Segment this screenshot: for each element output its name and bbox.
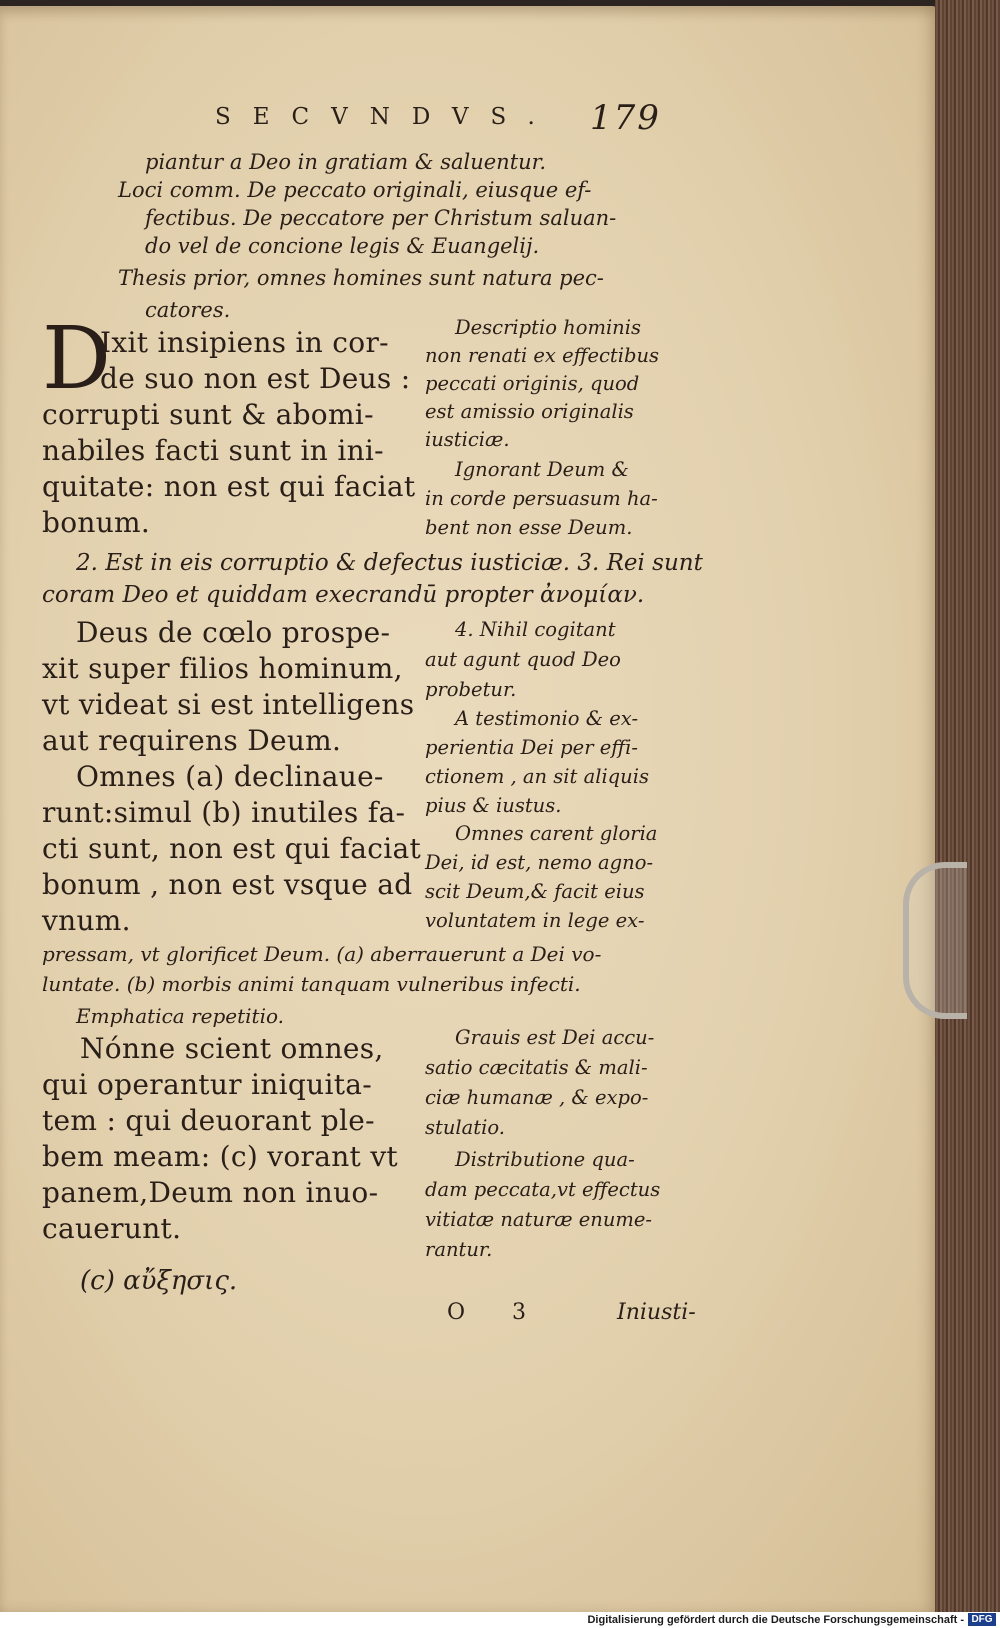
margin-note: est amissio originalis — [425, 400, 634, 423]
margin-note: Distributione qua- — [455, 1148, 635, 1171]
margin-note: A testimonio & ex- — [455, 707, 639, 730]
verse-line: bonum , non est vsque ad — [42, 868, 413, 901]
verse-line: aut requirens Deum. — [42, 724, 342, 757]
verse-line: nabiles facti sunt in ini- — [42, 434, 384, 467]
margin-note: non renati ex effectibus — [425, 344, 660, 367]
running-title: SECVNDVS. — [215, 104, 557, 130]
margin-note: 4. Nihil cogitant — [455, 618, 616, 641]
margin-note: Omnes carent gloria — [455, 822, 658, 845]
intro-line: fectibus. De peccatore per Christum saluan- — [145, 206, 617, 230]
verse-line: cti sunt, non est qui faciat — [42, 832, 422, 865]
margin-note: scit Deum,& facit eius — [425, 880, 645, 903]
verse-line: bonum. — [42, 506, 151, 539]
margin-note: Dei, id est, nemo agno- — [425, 851, 654, 874]
margin-note: Ignorant Deum & — [455, 458, 629, 481]
intro-line: catores. — [145, 298, 231, 322]
wide-note: pressam, vt glorificet Deum. (a) aberrauerunt a Dei vo- — [42, 942, 602, 966]
wide-note: luntate. (b) morbis animi tanquam vulneribus infecti. — [42, 972, 581, 996]
verse-line: vnum. — [42, 904, 131, 937]
intro-line: Loci comm. De peccato originali, eiusque ef- — [118, 178, 592, 202]
signature-mark: O 3 — [447, 1300, 547, 1325]
margin-note: satio cæcitatis & mali- — [425, 1056, 648, 1079]
intro-line: piantur a Deo in gratiam & saluentur. — [145, 150, 547, 174]
margin-note: probetur. — [425, 678, 517, 701]
wide-note: coram Deo et quiddam execrandū propter ἀνομίαν. — [42, 582, 645, 608]
book-fore-edge — [935, 0, 1000, 1628]
drop-cap: D — [42, 309, 111, 409]
margin-note: stulatio. — [425, 1116, 505, 1139]
footer-credit: Digitalisierung gefördert durch die Deutsche Forschungsgemeinschaft - — [587, 1614, 964, 1626]
verse-line: tem : qui deuorant ple- — [42, 1104, 375, 1137]
margin-note: bent non esse Deum. — [425, 516, 633, 539]
verse-line: qui operantur iniquita- — [42, 1068, 373, 1101]
verse-line: Nónne scient omnes, — [80, 1032, 384, 1065]
margin-note: ctionem , an sit aliquis — [425, 765, 649, 788]
page-clip — [903, 862, 967, 1019]
margin-note: rantur. — [425, 1238, 493, 1261]
verse-line: corrupti sunt & abomi- — [42, 398, 374, 431]
margin-note: dam peccata,vt effectus — [425, 1178, 661, 1201]
verse-line: panem,Deum non inuo- — [42, 1176, 379, 1209]
verse-line: runt:simul (b) inutiles fa- — [42, 796, 406, 829]
dfg-logo: DFG — [968, 1613, 996, 1626]
verse-line: Omnes (a) declinaue- — [76, 760, 384, 793]
verse-line: Deus de cœlo prospe- — [76, 616, 391, 649]
verse-line: Ixit insipiens in cor- — [100, 326, 389, 359]
margin-note: voluntatem in lege ex- — [425, 909, 645, 932]
margin-note: ciæ humanæ , & expo- — [425, 1086, 649, 1109]
margin-note: perientia Dei per effi- — [425, 736, 638, 759]
wide-note: 2. Est in eis corruptio & defectus iusticiæ. 3. Rei sunt — [76, 550, 703, 576]
verse-line: bem meam: (c) vorant vt — [42, 1140, 398, 1173]
verse-line: cauerunt. — [42, 1212, 182, 1245]
verse-line: de suo non est Deus : — [100, 362, 411, 395]
intro-line: Thesis prior, omnes homines sunt natura pec- — [118, 266, 604, 290]
intro-line: do vel de concione legis & Euangelij. — [145, 234, 540, 258]
margin-note: iusticiæ. — [425, 428, 510, 451]
emphasis-note: Emphatica repetitio. — [76, 1004, 285, 1028]
margin-note: vitiatæ naturæ enume- — [425, 1208, 653, 1231]
verse-line: vt videat si est intelligens — [42, 688, 415, 721]
margin-note: Descriptio hominis — [455, 316, 641, 339]
greek-note: (c) αὔξησις. — [80, 1266, 238, 1296]
verse-line: quitate: non est qui faciat — [42, 470, 416, 503]
margin-note: pius & iustus. — [425, 794, 562, 817]
catchword: Iniusti- — [617, 1300, 696, 1325]
margin-note: aut agunt quod Deo — [425, 648, 621, 671]
margin-note: in corde persuasum ha- — [425, 487, 658, 510]
verse-line: xit super filios hominum, — [42, 652, 403, 685]
margin-note: peccati originis, quod — [425, 372, 640, 395]
margin-note: Grauis est Dei accu- — [455, 1026, 655, 1049]
page-number: 179 — [590, 98, 661, 138]
